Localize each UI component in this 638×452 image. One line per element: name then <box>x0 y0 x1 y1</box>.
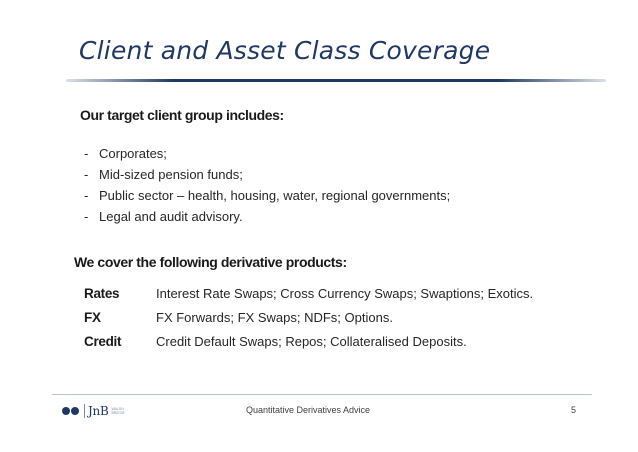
title-divider <box>66 79 606 82</box>
list-item <box>84 206 450 227</box>
logo-text: JnB <box>88 404 109 418</box>
category-label: FX <box>84 310 101 325</box>
company-logo <box>62 402 125 420</box>
logo-dot-icon <box>71 407 79 415</box>
list-item-text: Legal and audit advisory. <box>99 209 243 224</box>
products-text: Credit Default Swaps; Repos; Collateralised Deposits. <box>156 334 467 349</box>
products-text: Interest Rate Swaps; Cross Currency Swaps; Swaptions; Exotics. <box>156 286 534 301</box>
logo-separator <box>84 404 85 418</box>
bullet-dash: - <box>84 167 89 182</box>
list-item <box>84 185 450 206</box>
products-text: FX Forwards; FX Swaps; NDFs; Options. <box>156 310 393 325</box>
table-row <box>84 310 533 334</box>
logo-dot-icon <box>62 407 70 415</box>
list-item-text: Public sector – health, housing, water, regional governments; <box>99 188 451 203</box>
logo-subtext-line: BRIDGE <box>111 411 125 415</box>
slide-title: Client and Asset Class Coverage <box>79 36 491 65</box>
products-table <box>84 286 533 358</box>
bullet-dash: - <box>84 188 89 203</box>
products-heading: We cover the following derivative products: <box>74 254 347 270</box>
list-item <box>84 164 450 185</box>
list-item <box>84 143 450 164</box>
footer-divider <box>52 394 592 395</box>
category-label: Credit <box>84 334 122 349</box>
bullet-dash: - <box>84 146 89 161</box>
bullet-dash: - <box>84 209 89 224</box>
page-number: 5 <box>571 405 577 415</box>
list-item-text: Corporates; <box>99 146 167 161</box>
category-label: Rates <box>84 286 120 301</box>
client-list <box>84 143 450 227</box>
logo-subtext <box>111 407 124 415</box>
logo-subtext-line: WALSH <box>111 407 124 411</box>
table-row <box>84 286 533 310</box>
footer-caption: Quantitative Derivatives Advice <box>246 405 371 415</box>
table-row <box>84 334 533 358</box>
list-item-text: Mid-sized pension funds; <box>99 167 243 182</box>
client-group-heading: Our target client group includes: <box>80 107 284 123</box>
